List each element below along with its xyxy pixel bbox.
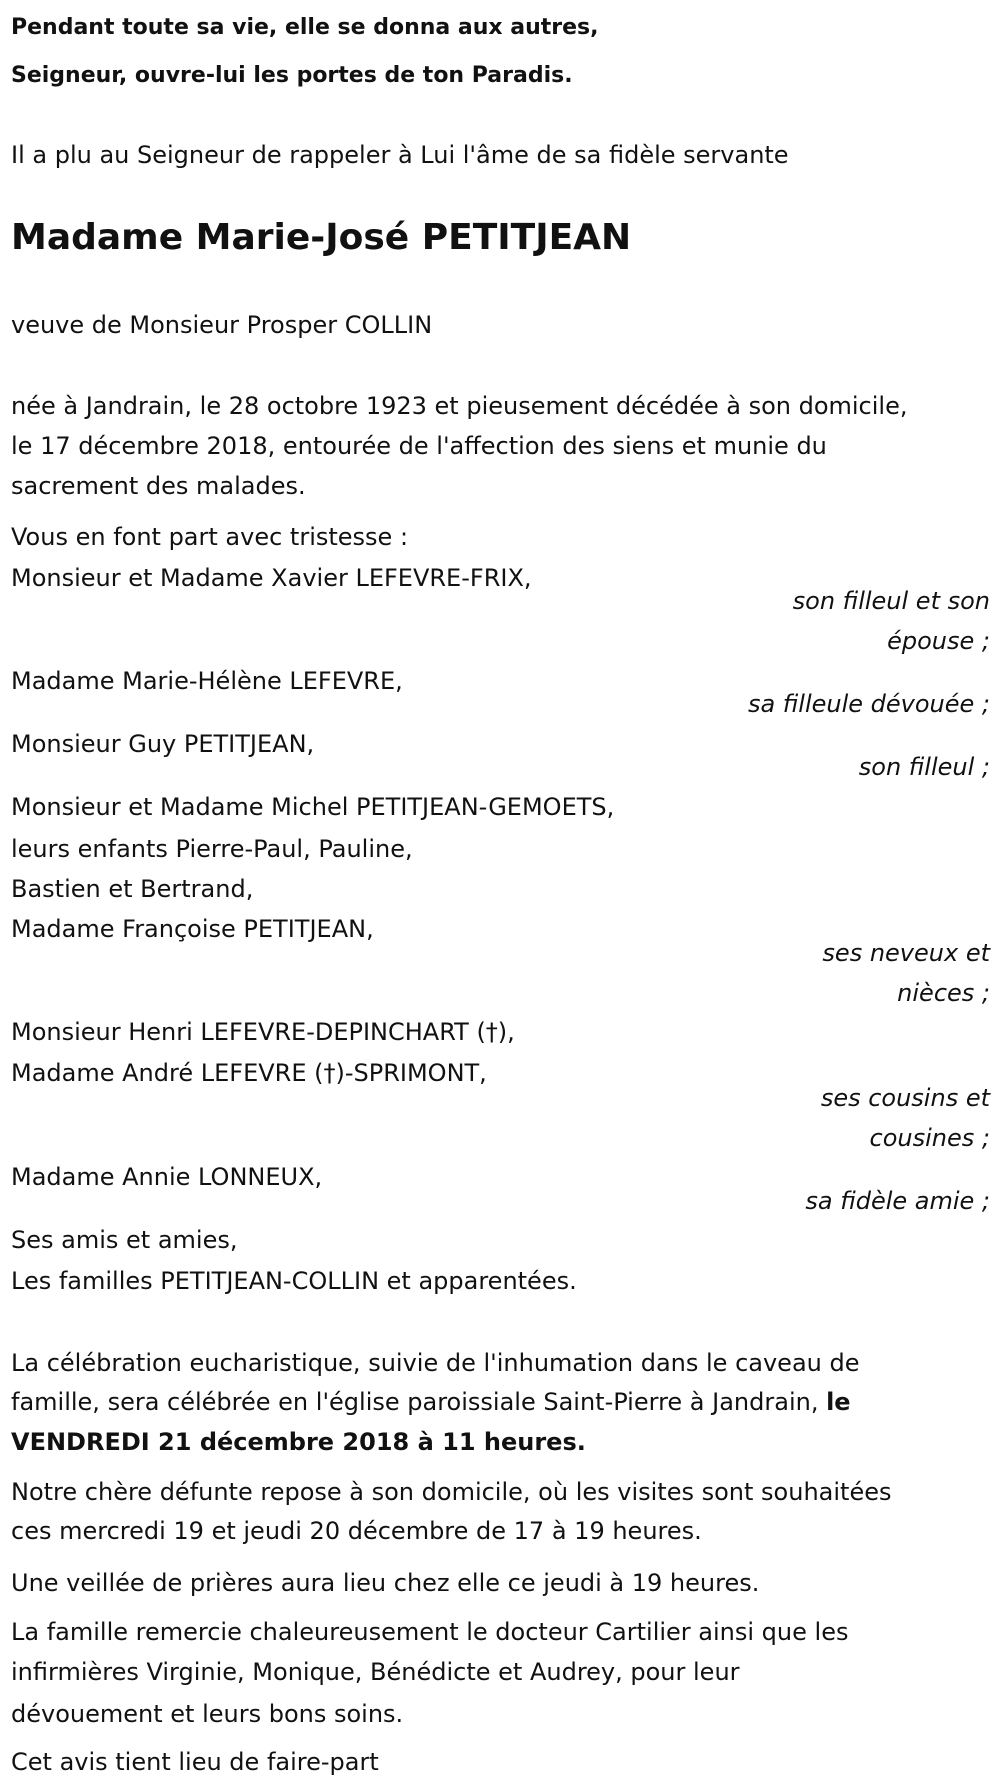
thanks-line-3: dévouement et leurs bons soins. bbox=[11, 1700, 404, 1728]
intro-text: Il a plu au Seigneur de rappeler à Lui l'âme de sa fidèle servante bbox=[11, 141, 789, 169]
birth-death-line-3: sacrement des malades. bbox=[11, 472, 306, 500]
ceremony-date-start: le bbox=[826, 1388, 851, 1416]
others-line: Les familles PETITJEAN-COLLIN et apparentées. bbox=[11, 1267, 577, 1295]
family-relation: ses neveux et bbox=[822, 939, 990, 967]
family-relation: sa filleule dévouée ; bbox=[747, 690, 990, 718]
family-relation: son filleul ; bbox=[858, 753, 990, 781]
verse-line-1: Pendant toute sa vie, elle se donna aux autres, bbox=[11, 15, 599, 40]
closing-text: Cet avis tient lieu de faire-part bbox=[11, 1748, 379, 1776]
family-relation: ses cousins et bbox=[820, 1084, 990, 1112]
ceremony-line-1: La célébration eucharistique, suivie de l'inhumation dans le caveau de bbox=[11, 1349, 860, 1377]
ceremony-text: famille, sera célébrée en l'église paroissiale Saint-Pierre à Jandrain, bbox=[11, 1388, 827, 1416]
family-name: Madame André LEFEVRE (†)-SPRIMONT, bbox=[11, 1059, 487, 1087]
family-name: leurs enfants Pierre-Paul, Pauline, bbox=[11, 835, 413, 863]
family-name: Monsieur et Madame Michel PETITJEAN-GEMOETS, bbox=[11, 793, 615, 821]
family-name: Bastien et Bertrand, bbox=[11, 875, 254, 903]
family-name: Monsieur et Madame Xavier LEFEVRE-FRIX, bbox=[11, 564, 532, 592]
family-relation: son filleul et son bbox=[792, 587, 990, 615]
family-name: Madame Marie-Hélène LEFEVRE, bbox=[11, 667, 403, 695]
family-relation: cousines ; bbox=[869, 1124, 990, 1152]
thanks-line-2: infirmières Virginie, Monique, Bénédicte et Audrey, pour leur bbox=[11, 1658, 740, 1686]
ceremony-date: VENDREDI 21 décembre 2018 à 11 heures. bbox=[11, 1428, 586, 1456]
deceased-name: Madame Marie-José PETITJEAN bbox=[11, 217, 632, 258]
thanks-line-1: La famille remercie chaleureusement le docteur Cartilier ainsi que les bbox=[11, 1618, 849, 1646]
vigil-text: Une veillée de prières aura lieu chez elle ce jeudi à 19 heures. bbox=[11, 1569, 760, 1597]
family-relation: sa fidèle amie ; bbox=[805, 1187, 990, 1215]
visits-line-2: ces mercredi 19 et jeudi 20 décembre de 17 à 19 heures. bbox=[11, 1517, 702, 1545]
ceremony-line-2 bbox=[11, 1387, 851, 1417]
family-relation: épouse ; bbox=[887, 627, 990, 655]
verse-line-2: Seigneur, ouvre-lui les portes de ton Paradis. bbox=[11, 63, 573, 88]
family-name: Madame Françoise PETITJEAN, bbox=[11, 915, 374, 943]
family-name: Monsieur Henri LEFEVRE-DEPINCHART (†), bbox=[11, 1018, 515, 1046]
widow-of: veuve de Monsieur Prosper COLLIN bbox=[11, 311, 433, 339]
announcement-lead: Vous en font part avec tristesse : bbox=[11, 523, 409, 551]
family-name: Monsieur Guy PETITJEAN, bbox=[11, 730, 315, 758]
family-name: Madame Annie LONNEUX, bbox=[11, 1163, 323, 1191]
birth-death-line-2: le 17 décembre 2018, entourée de l'affection des siens et munie du bbox=[11, 432, 827, 460]
family-relation: nièces ; bbox=[897, 979, 990, 1007]
others-line: Ses amis et amies, bbox=[11, 1226, 238, 1254]
visits-line-1: Notre chère défunte repose à son domicile, où les visites sont souhaitées bbox=[11, 1478, 892, 1506]
birth-death-line-1: née à Jandrain, le 28 octobre 1923 et pieusement décédée à son domicile, bbox=[11, 392, 908, 420]
